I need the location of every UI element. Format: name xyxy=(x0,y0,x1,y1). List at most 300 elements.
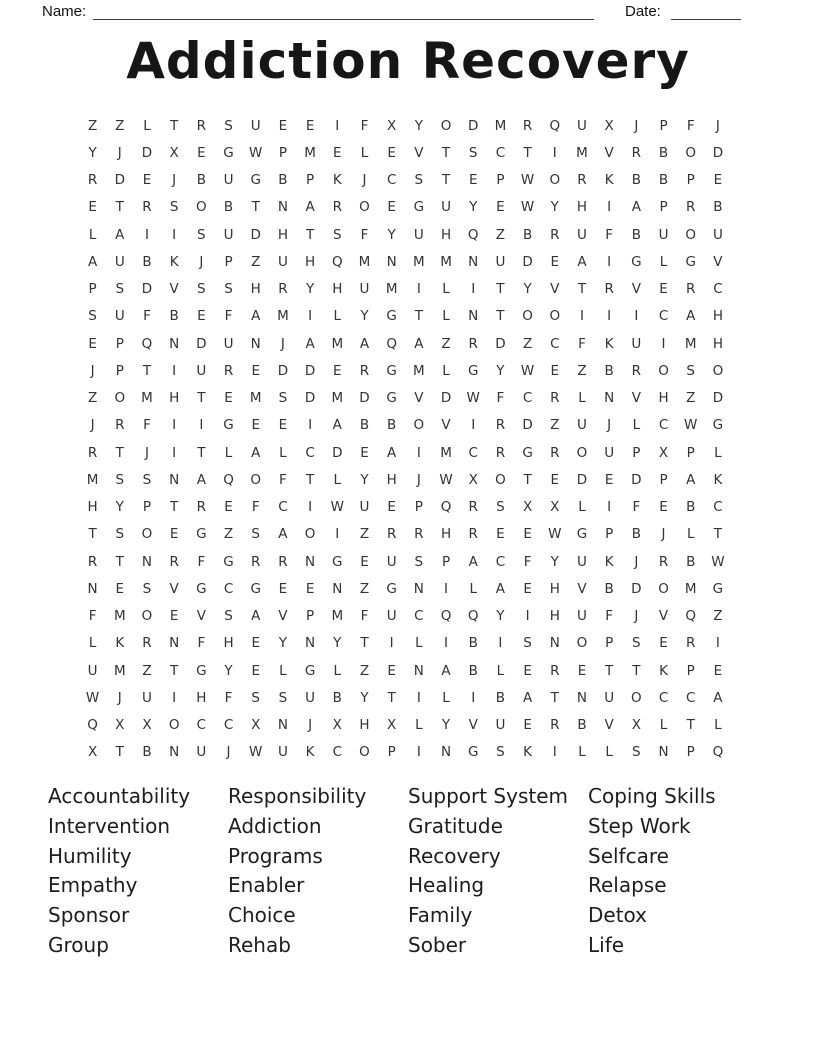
grid-letter: A xyxy=(686,471,696,488)
grid-letter: C xyxy=(713,499,723,516)
grid-letter: X xyxy=(87,744,98,761)
grid-letter: D xyxy=(359,390,370,407)
grid-letter: J xyxy=(144,444,149,461)
grid-letter: C xyxy=(658,689,669,706)
grid-letter: B xyxy=(142,253,152,270)
grid-letter: U xyxy=(413,226,424,243)
grid-letter: G xyxy=(223,553,234,570)
grid-letter: H xyxy=(549,608,560,625)
grid-letter: U xyxy=(577,553,587,570)
grid-letter: H xyxy=(332,281,343,298)
grid-letter: C xyxy=(223,717,234,734)
grid-letter: B xyxy=(522,226,533,243)
grid-letter: E xyxy=(197,144,206,161)
grid-letter: Z xyxy=(359,580,370,597)
grid-letter: S xyxy=(115,526,125,543)
grid-letter: R xyxy=(386,526,397,543)
grid-letter: H xyxy=(223,635,234,652)
grid-letter: U xyxy=(441,199,451,216)
grid-letter: R xyxy=(196,499,207,516)
grid-letter: C xyxy=(495,553,506,570)
grid-letter: M xyxy=(86,471,99,488)
grid-letter: P xyxy=(306,608,315,625)
grid-letter: T xyxy=(387,689,396,706)
grid-letter: U xyxy=(250,117,261,134)
grid-letter: P xyxy=(278,144,287,161)
grid-letter: I xyxy=(607,308,612,325)
grid-letter: B xyxy=(658,172,669,189)
grid-letter: S xyxy=(278,689,288,706)
grid-letter: M xyxy=(684,580,697,597)
grid-letter: R xyxy=(495,417,506,434)
grid-letter: C xyxy=(713,281,723,298)
grid-letter: S xyxy=(332,226,342,243)
grid-letter: N xyxy=(386,253,397,270)
grid-letter: R xyxy=(686,199,696,216)
grid-letter: M xyxy=(576,144,588,161)
grid-letter: E xyxy=(550,253,560,270)
grid-letter: K xyxy=(604,553,614,570)
word-list-item: Sober xyxy=(408,932,467,957)
grid-letter: Z xyxy=(115,117,125,134)
grid-letter: W xyxy=(684,417,698,434)
grid-letter: M xyxy=(494,117,507,134)
word-list-column xyxy=(408,782,588,961)
grid-letter: O xyxy=(685,226,697,243)
grid-letter: Q xyxy=(440,499,452,516)
word-list-item: Step Work xyxy=(588,813,691,838)
grid-letter: A xyxy=(414,335,424,352)
grid-letter: S xyxy=(468,144,478,161)
grid-letter: N xyxy=(468,253,479,270)
grid-letter: Y xyxy=(360,471,369,488)
grid-letter: D xyxy=(250,226,261,243)
grid-letter: E xyxy=(88,199,97,216)
grid-letter: O xyxy=(440,117,452,134)
grid-letter: O xyxy=(359,199,370,216)
grid-letter: T xyxy=(523,471,532,488)
grid-letter: B xyxy=(169,308,179,325)
grid-letter: X xyxy=(604,117,614,134)
worksheet-header xyxy=(0,0,816,26)
grid-letter: N xyxy=(576,689,588,706)
grid-letter: L xyxy=(659,253,668,270)
grid-letter: T xyxy=(496,308,505,325)
grid-letter: L xyxy=(469,580,477,597)
grid-letter: O xyxy=(413,417,425,434)
grid-letter: B xyxy=(713,199,723,216)
grid-letter: W xyxy=(85,689,100,706)
grid-letter: N xyxy=(277,717,288,734)
grid-letter: K xyxy=(305,744,315,761)
grid-letter: V xyxy=(577,580,587,597)
grid-letter: Y xyxy=(305,281,315,298)
grid-letter: T xyxy=(496,281,505,298)
grid-letter: I xyxy=(607,199,612,216)
grid-letter: O xyxy=(712,362,724,379)
word-list-item: Life xyxy=(588,932,625,957)
grid-letter: E xyxy=(251,662,260,679)
grid-letter: A xyxy=(686,308,696,325)
grid-letter: N xyxy=(169,471,180,488)
grid-letter: M xyxy=(413,362,425,379)
grid-letter: K xyxy=(523,744,533,761)
grid-letter: R xyxy=(359,362,370,379)
grid-letter: T xyxy=(170,662,179,679)
grid-letter: N xyxy=(169,335,180,352)
grid-letter: U xyxy=(196,362,207,379)
grid-letter: X xyxy=(468,471,478,488)
grid-letter: A xyxy=(522,689,533,706)
grid-letter: A xyxy=(713,689,723,706)
grid-letter: V xyxy=(278,608,288,625)
grid-letter: Q xyxy=(467,226,479,243)
grid-letter: B xyxy=(359,417,370,434)
grid-letter: M xyxy=(249,390,262,407)
grid-letter: I xyxy=(308,308,313,325)
page-title: Addiction Recovery xyxy=(126,32,690,90)
grid-letter: W xyxy=(520,199,535,216)
grid-letter: R xyxy=(550,444,560,461)
grid-letter: U xyxy=(196,744,207,761)
grid-letter: X xyxy=(251,717,261,734)
grid-letter: S xyxy=(632,635,641,652)
grid-letter: O xyxy=(250,471,262,488)
grid-letter: R xyxy=(550,717,560,734)
grid-letter: R xyxy=(87,444,98,461)
grid-letter: L xyxy=(442,362,450,379)
grid-letter: M xyxy=(440,253,452,270)
grid-letter: E xyxy=(387,199,396,216)
grid-letter: L xyxy=(442,281,450,298)
grid-letter: U xyxy=(114,253,125,270)
grid-letter: R xyxy=(142,635,152,652)
grid-letter: O xyxy=(196,199,207,216)
grid-letter: B xyxy=(196,172,206,189)
word-list-item: Programs xyxy=(228,843,323,868)
grid-letter: R xyxy=(631,144,642,161)
grid-letter: S xyxy=(142,471,152,488)
word-list xyxy=(48,782,768,961)
grid-letter: S xyxy=(686,362,695,379)
grid-letter: C xyxy=(522,390,533,407)
grid-letter: W xyxy=(249,144,263,161)
grid-letter: H xyxy=(658,390,669,407)
grid-letter: D xyxy=(332,444,343,461)
grid-letter: I xyxy=(308,499,313,516)
grid-letter: K xyxy=(713,471,723,488)
grid-letter: Y xyxy=(360,689,369,706)
grid-letter: P xyxy=(306,172,315,189)
grid-letter: F xyxy=(360,226,369,243)
grid-letter: R xyxy=(686,635,696,652)
grid-letter: J xyxy=(117,144,122,161)
grid-letter: P xyxy=(659,199,668,216)
grid-letter: G xyxy=(467,362,479,379)
grid-letter: A xyxy=(495,580,506,597)
grid-letter: J xyxy=(634,608,639,625)
grid-letter: N xyxy=(305,553,316,570)
grid-letter: H xyxy=(250,281,261,298)
grid-letter: I xyxy=(335,117,340,134)
grid-letter: T xyxy=(170,499,179,516)
grid-letter: R xyxy=(251,553,261,570)
grid-letter: U xyxy=(577,226,587,243)
grid-letter: S xyxy=(224,608,233,625)
grid-letter: T xyxy=(441,144,451,161)
grid-letter: Q xyxy=(87,717,98,734)
grid-letter: P xyxy=(686,662,695,679)
grid-letter: O xyxy=(549,308,561,325)
grid-letter: P xyxy=(414,499,423,516)
grid-letter: N xyxy=(305,635,316,652)
grid-letter: P xyxy=(496,172,505,189)
grid-letter: H xyxy=(196,689,207,706)
grid-letter: I xyxy=(525,608,530,625)
grid-letter: U xyxy=(604,689,615,706)
grid-letter: E xyxy=(496,199,505,216)
grid-letter: J xyxy=(362,172,367,189)
grid-letter: R xyxy=(278,553,288,570)
grid-letter: I xyxy=(444,580,449,597)
word-list-column xyxy=(588,782,768,961)
grid-letter: M xyxy=(304,144,316,161)
grid-letter: A xyxy=(387,444,397,461)
grid-letter: O xyxy=(168,717,180,734)
grid-letter: M xyxy=(684,335,697,352)
word-list-item: Responsibility xyxy=(228,784,367,808)
grid-letter: N xyxy=(169,744,180,761)
grid-letter: F xyxy=(496,390,505,407)
grid-letter: D xyxy=(141,144,153,161)
date-field-line xyxy=(671,19,741,20)
grid-letter: V xyxy=(441,417,451,434)
grid-letter: Z xyxy=(87,117,98,134)
grid-letter: G xyxy=(196,526,207,543)
grid-letter: M xyxy=(141,390,153,407)
grid-letter: N xyxy=(440,744,452,761)
grid-letter: I xyxy=(308,417,313,434)
grid-letter: U xyxy=(604,444,615,461)
grid-letter: Y xyxy=(88,144,97,161)
grid-letter: T xyxy=(713,526,723,543)
grid-letter: T xyxy=(577,281,587,298)
grid-letter: I xyxy=(471,417,476,434)
word-list-item: Addiction xyxy=(228,813,322,838)
grid-letter: S xyxy=(496,499,505,516)
grid-letter: I xyxy=(661,335,666,352)
word-list-item: Detox xyxy=(588,903,648,928)
grid-letter: K xyxy=(659,662,668,679)
grid-letter: C xyxy=(278,499,288,516)
grid-letter: J xyxy=(416,471,421,488)
grid-letter: W xyxy=(520,362,535,379)
grid-letter: C xyxy=(550,335,560,352)
grid-letter: P xyxy=(632,444,641,461)
grid-letter: E xyxy=(659,635,668,652)
grid-letter: C xyxy=(658,308,669,325)
word-list-item: Accountability xyxy=(48,784,191,808)
grid-letter: J xyxy=(607,417,612,434)
grid-letter: O xyxy=(658,362,669,379)
grid-letter: S xyxy=(142,580,152,597)
grid-letter: Y xyxy=(496,608,505,625)
grid-letter: Q xyxy=(141,335,153,352)
grid-letter: E xyxy=(305,117,315,134)
grid-letter: C xyxy=(305,444,315,461)
grid-letter: R xyxy=(468,499,478,516)
grid-letter: Y xyxy=(469,199,478,216)
grid-letter: D xyxy=(196,335,207,352)
grid-letter: W xyxy=(548,526,562,543)
grid-letter: E xyxy=(659,281,668,298)
grid-letter: U xyxy=(223,335,234,352)
grid-letter: G xyxy=(250,580,261,597)
grid-letter: I xyxy=(172,417,177,434)
grid-letter: R xyxy=(87,172,98,189)
grid-letter: Y xyxy=(550,553,559,570)
grid-letter: F xyxy=(197,635,206,652)
grid-letter: U xyxy=(87,662,98,679)
grid-letter: T xyxy=(115,744,124,761)
word-list-item: Support System xyxy=(408,784,568,808)
grid-letter: N xyxy=(658,744,669,761)
grid-letter: Z xyxy=(359,526,370,543)
grid-letter: E xyxy=(224,390,233,407)
grid-letter: J xyxy=(661,526,666,543)
grid-letter: I xyxy=(498,635,503,652)
grid-letter: A xyxy=(359,335,370,352)
grid-letter: G xyxy=(467,744,479,761)
grid-letter: L xyxy=(360,144,369,161)
grid-letter: K xyxy=(169,253,179,270)
word-list-item: Healing xyxy=(408,873,485,898)
grid-letter: K xyxy=(604,172,614,189)
grid-letter: F xyxy=(197,553,206,570)
grid-letter: L xyxy=(714,717,722,734)
word-list-item: Recovery xyxy=(408,843,501,868)
grid-letter: S xyxy=(632,744,641,761)
letter-grid xyxy=(79,112,732,766)
grid-letter: I xyxy=(579,308,584,325)
grid-letter: H xyxy=(87,499,98,516)
grid-letter: U xyxy=(658,226,669,243)
grid-letter: H xyxy=(440,226,452,243)
grid-letter: G xyxy=(413,199,425,216)
grid-letter: U xyxy=(577,417,587,434)
grid-letter: O xyxy=(495,471,506,488)
grid-letter: Y xyxy=(224,662,233,679)
grid-letter: B xyxy=(604,362,614,379)
grid-letter: L xyxy=(714,444,722,461)
grid-letter: V xyxy=(550,281,560,298)
grid-letter: B xyxy=(495,689,506,706)
grid-letter: I xyxy=(552,144,557,161)
grid-letter: G xyxy=(522,444,533,461)
grid-letter: B xyxy=(686,499,696,516)
grid-letter: H xyxy=(359,717,370,734)
word-list-item: Family xyxy=(408,903,473,928)
grid-letter: B xyxy=(387,417,397,434)
grid-letter: B xyxy=(631,226,641,243)
grid-letter: D xyxy=(576,471,588,488)
grid-letter: L xyxy=(279,662,287,679)
grid-letter: X xyxy=(169,144,179,161)
grid-letter: G xyxy=(223,417,234,434)
grid-letter: Q xyxy=(386,335,397,352)
grid-letter: F xyxy=(360,117,369,134)
grid-letter: X xyxy=(115,717,125,734)
grid-letter: T xyxy=(632,662,641,679)
grid-letter: P xyxy=(115,335,124,352)
grid-letter: S xyxy=(251,526,260,543)
grid-letter: O xyxy=(304,526,316,543)
grid-letter: S xyxy=(414,553,424,570)
grid-letter: H xyxy=(576,199,588,216)
grid-letter: V xyxy=(604,144,614,161)
grid-letter: U xyxy=(577,608,587,625)
grid-letter: N xyxy=(250,335,261,352)
grid-letter: I xyxy=(471,281,476,298)
grid-letter: E xyxy=(523,526,532,543)
grid-letter: X xyxy=(522,499,533,516)
name-label: Name: xyxy=(42,3,87,20)
grid-letter: L xyxy=(686,526,695,543)
grid-letter: R xyxy=(686,281,696,298)
grid-letter: T xyxy=(170,117,179,134)
grid-letter: J xyxy=(634,117,639,134)
grid-letter: L xyxy=(333,308,342,325)
grid-letter: E xyxy=(659,499,668,516)
grid-letter: L xyxy=(659,717,668,734)
grid-letter: A xyxy=(196,471,206,488)
grid-letter: D xyxy=(440,390,452,407)
grid-letter: W xyxy=(330,499,344,516)
grid-letter: O xyxy=(576,635,588,652)
grid-letter: U xyxy=(495,253,506,270)
grid-letter: O xyxy=(576,444,588,461)
grid-letter: Z xyxy=(495,226,506,243)
grid-letter: X xyxy=(631,717,641,734)
grid-letter: S xyxy=(115,281,125,298)
grid-letter: B xyxy=(468,662,478,679)
grid-letter: Y xyxy=(496,362,505,379)
grid-letter: R xyxy=(495,444,506,461)
grid-letter: R xyxy=(468,526,478,543)
grid-letter: Y xyxy=(333,635,342,652)
grid-letter: U xyxy=(631,335,642,352)
grid-letter: I xyxy=(444,635,449,652)
grid-letter: F xyxy=(578,335,586,352)
grid-letter: P xyxy=(659,471,668,488)
grid-letter: K xyxy=(604,335,614,352)
grid-letter: R xyxy=(468,335,478,352)
grid-letter: L xyxy=(333,471,342,488)
grid-letter: C xyxy=(686,689,696,706)
grid-letter: Q xyxy=(331,253,343,270)
word-list-item: Humility xyxy=(48,843,132,868)
grid-letter: T xyxy=(115,444,124,461)
grid-letter: S xyxy=(224,281,233,298)
grid-letter: Z xyxy=(686,390,696,407)
grid-letter: A xyxy=(251,444,261,461)
grid-letter: L xyxy=(442,689,450,706)
grid-letter: R xyxy=(332,199,342,216)
grid-letter: V xyxy=(468,717,478,734)
grid-letter: D xyxy=(495,335,506,352)
grid-letter: D xyxy=(712,144,724,161)
grid-letter: P xyxy=(605,526,614,543)
